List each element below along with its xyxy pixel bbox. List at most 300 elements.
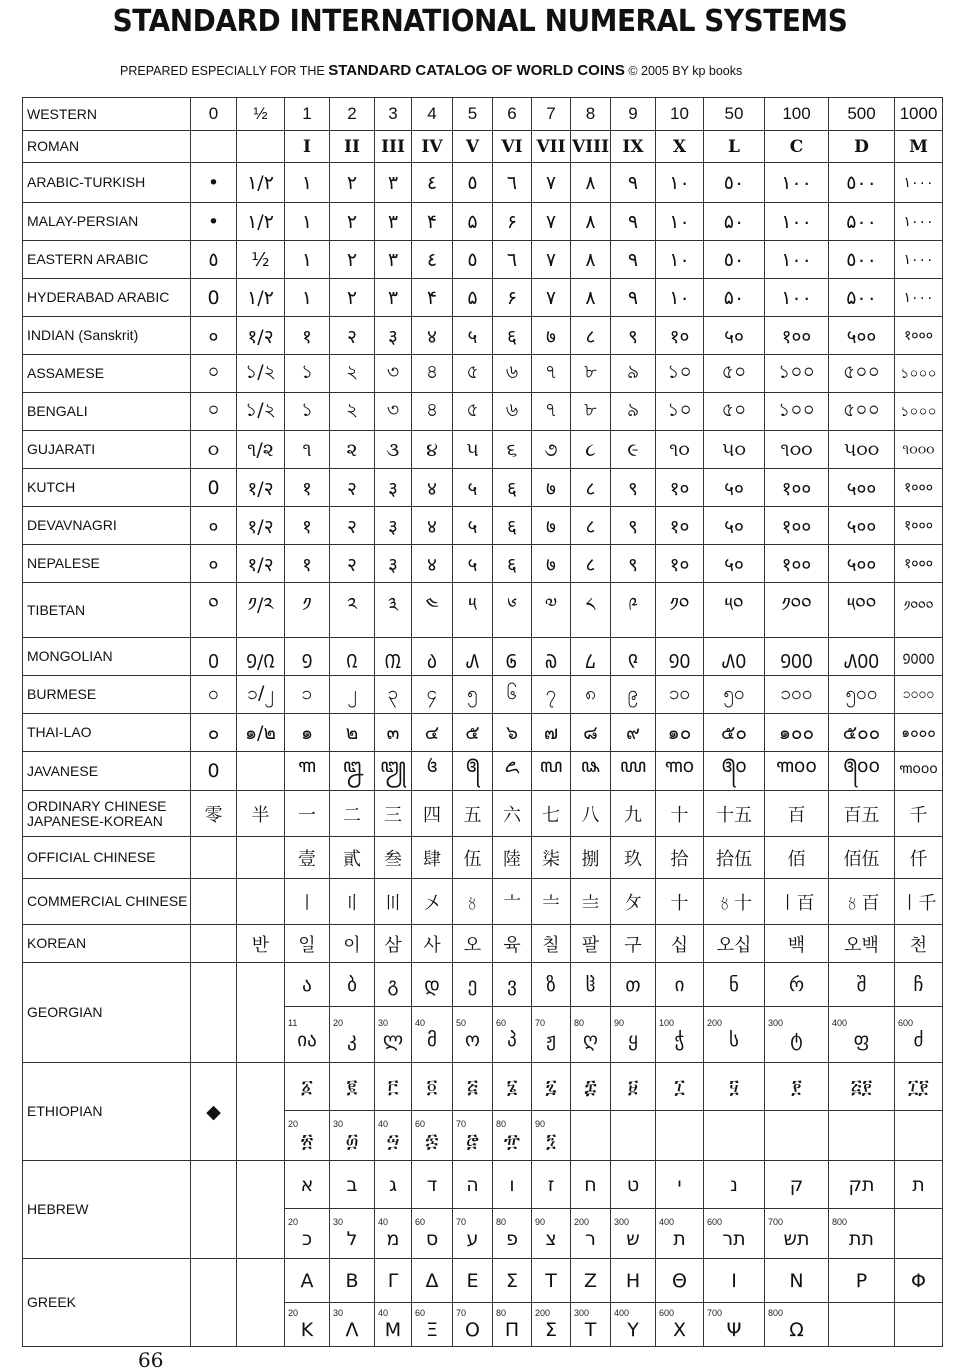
numeral-cell	[375, 1111, 412, 1161]
numeral-glyph: ל	[346, 1228, 358, 1250]
numeral-cell: ნ	[704, 963, 765, 1007]
numeral-cell: 五	[453, 791, 493, 837]
numeral-glyph: ፳	[300, 1130, 314, 1152]
cell-stack	[493, 1308, 531, 1341]
numeral-cell: ५००	[829, 545, 895, 583]
numeral-cell: ٥	[191, 241, 237, 279]
numeral-cell: C	[765, 131, 829, 163]
numeral-cell: ◆	[191, 1063, 237, 1161]
numeral-cell: 四	[412, 791, 453, 837]
numeral-cell: ת	[895, 1161, 943, 1209]
numeral-cell: L	[704, 131, 765, 163]
numeral-cell: ፶	[704, 1063, 765, 1111]
numeral-cell: ח	[571, 1161, 611, 1209]
numeral-cell: ꧑꧐꧐꧐	[895, 752, 943, 791]
numeral-cell: ०	[191, 545, 237, 583]
greek-row-top	[23, 1259, 943, 1303]
numeral-cell: V	[453, 131, 493, 163]
numeral-cell: ४	[412, 317, 453, 355]
numeral-cell: 7	[532, 98, 571, 131]
value-label: 70	[456, 1217, 467, 1227]
numeral-cell: Ζ	[571, 1259, 611, 1303]
numeral-glyph: ס	[425, 1228, 439, 1250]
subtitle-catalog: STANDARD CATALOG OF WORLD COINS	[328, 62, 625, 79]
numeral-cell: ბ	[330, 963, 375, 1007]
numeral-cell: १०	[656, 545, 704, 583]
value-label: 30	[333, 1217, 344, 1227]
numeral-row	[23, 879, 943, 925]
numeral-cell	[532, 1209, 571, 1259]
numeral-cell: ༣	[375, 583, 412, 638]
numeral-cell	[493, 1303, 532, 1347]
numeral-cell: ༥༠༠	[829, 583, 895, 638]
cell-stack	[453, 1217, 492, 1250]
numeral-cell: ๔	[412, 714, 453, 752]
numeral-cell: ६	[493, 507, 532, 545]
numeral-cell	[191, 925, 237, 963]
numeral-glyph: ש	[626, 1228, 640, 1250]
row-label: OFFICIAL CHINESE	[23, 837, 191, 879]
numeral-glyph: ፴	[345, 1130, 359, 1152]
numeral-cell: ३	[375, 469, 412, 507]
numeral-cell: ၅၀	[704, 676, 765, 714]
numeral-cell: ٥	[453, 241, 493, 279]
numeral-cell: ৭	[532, 393, 571, 431]
numeral-cell: ꧑꧐꧐	[765, 752, 829, 791]
numeral-cell: ०	[191, 507, 237, 545]
numeral-row	[23, 791, 943, 837]
numeral-cell: ٢	[330, 203, 375, 241]
value-label: 600	[707, 1217, 723, 1227]
numeral-cell: ٨	[571, 279, 611, 317]
value-label: 700	[707, 1308, 723, 1318]
numeral-row	[23, 676, 943, 714]
numeral-glyph: ר	[585, 1228, 596, 1250]
numeral-cell: 〧	[532, 879, 571, 925]
numeral-cell: ૩	[375, 431, 412, 469]
numeral-cell: 5	[453, 98, 493, 131]
numeral-cell: ८	[571, 545, 611, 583]
numeral-cell	[656, 1007, 704, 1063]
numeral-cell: Ι	[704, 1259, 765, 1303]
numeral-cell: ૫	[453, 431, 493, 469]
numeral-glyph: ს	[729, 1029, 739, 1051]
numeral-cell: ፬	[412, 1063, 453, 1111]
numeral-cell	[191, 963, 237, 1063]
numeral-cell: ٥٠	[704, 241, 765, 279]
numeral-cell: ༡༠	[656, 583, 704, 638]
numeral-cell: ༥	[453, 583, 493, 638]
row-label: WESTERN	[23, 98, 191, 131]
numeral-cell: १	[285, 469, 330, 507]
numeral-cell: ၁၀၀	[765, 676, 829, 714]
numeral-cell: ٩	[611, 279, 656, 317]
numeral-cell: ၉	[611, 676, 656, 714]
numeral-cell: ६	[493, 545, 532, 583]
numeral-cell: ८	[571, 317, 611, 355]
numeral-cell: ١٠٠	[765, 203, 829, 241]
numeral-cell: 6	[493, 98, 532, 131]
numeral-cell: ٥	[453, 163, 493, 203]
numeral-cell: ½	[237, 98, 285, 131]
numeral-cell	[237, 963, 285, 1063]
numeral-cell: ১০০০	[895, 355, 943, 393]
numeral-cell: ৫	[453, 355, 493, 393]
numeral-cell: 一	[285, 791, 330, 837]
numeral-cell: ३	[375, 545, 412, 583]
numeral-cell: ვ	[493, 963, 532, 1007]
value-label: 30	[378, 1018, 389, 1028]
numeral-cell: ၁၀	[656, 676, 704, 714]
numeral-cell: თ	[611, 963, 656, 1007]
numeral-cell: ৮	[571, 393, 611, 431]
numeral-cell: 叁	[375, 837, 412, 879]
numeral-glyph: კ	[347, 1029, 357, 1051]
numeral-cell: ๖	[493, 714, 532, 752]
row-label: MONGOLIAN	[23, 638, 191, 676]
numeral-cell: ५	[453, 507, 493, 545]
numeral-cell: ૭	[532, 431, 571, 469]
cell-stack	[375, 1018, 411, 1051]
numeral-cell: ७	[532, 317, 571, 355]
numeral-cell: ᠑᠐᠐	[765, 638, 829, 676]
numeral-cell: 〦	[493, 879, 532, 925]
numeral-cell: 伍	[453, 837, 493, 879]
numeral-cell: 〢	[330, 879, 375, 925]
numeral-cell: 十五	[704, 791, 765, 837]
numeral-glyph: ע	[466, 1228, 479, 1250]
value-label: 11	[288, 1018, 298, 1028]
numeral-cell: ۵٠	[704, 279, 765, 317]
numeral-cell: ৫০	[704, 393, 765, 431]
numeral-cell: 百	[765, 791, 829, 837]
numeral-cell: १/२	[237, 469, 285, 507]
numeral-cell: ༨	[571, 583, 611, 638]
numeral-cell: ז	[532, 1161, 571, 1209]
cell-stack	[493, 1119, 531, 1152]
numeral-cell: Ρ	[829, 1259, 895, 1303]
numeral-cell: ३	[375, 507, 412, 545]
numeral-cell: ५	[453, 317, 493, 355]
value-label: 70	[535, 1018, 546, 1028]
numeral-cell: 十	[656, 791, 704, 837]
numeral-cell: ٢	[330, 163, 375, 203]
numeral-cell: ᠑᠐᠐᠐	[895, 638, 943, 676]
numeral-cell: ๑/๒	[237, 714, 285, 752]
numeral-cell: 十	[656, 879, 704, 925]
numeral-cell: ૯	[611, 431, 656, 469]
numeral-cell: ૧૦૦૦	[895, 431, 943, 469]
numeral-cell: ١٠٠٠	[895, 163, 943, 203]
cell-stack	[829, 1217, 894, 1250]
numeral-glyph: პ	[507, 1029, 517, 1051]
numeral-cell: ༡༠༠༠	[895, 583, 943, 638]
numeral-cell: ꧑꧐	[656, 752, 704, 791]
numeral-cell: ৯	[611, 355, 656, 393]
value-label: 40	[378, 1119, 389, 1129]
value-label: 700	[768, 1217, 784, 1227]
numeral-cell: ۶	[493, 203, 532, 241]
numeral-cell: ১০	[656, 393, 704, 431]
numeral-cell	[285, 1007, 330, 1063]
numeral-cell: १०००	[895, 317, 943, 355]
numeral-cell: 100	[765, 98, 829, 131]
numeral-cell: III	[375, 131, 412, 163]
numeral-cell: ১/২	[237, 355, 285, 393]
numeral-glyph: ტ	[790, 1029, 803, 1051]
value-label: 80	[496, 1308, 507, 1318]
numeral-cell: ჱ	[571, 963, 611, 1007]
numeral-cell: ૧૦	[656, 431, 704, 469]
numeral-cell	[532, 1303, 571, 1347]
numeral-cell: ๕๐๐	[829, 714, 895, 752]
cell-stack	[412, 1217, 452, 1250]
numeral-cell: ᠗	[532, 638, 571, 676]
numeral-cell: १००	[765, 469, 829, 507]
numeral-cell: ၁၀၀၀	[895, 676, 943, 714]
row-label: ROMAN	[23, 131, 191, 163]
numeral-cell: 삼	[375, 925, 412, 963]
numeral-cell: 〥	[453, 879, 493, 925]
numeral-cell	[571, 1209, 611, 1259]
numeral-cell: ۵	[453, 203, 493, 241]
numeral-cell	[412, 1111, 453, 1161]
numeral-cell: Δ	[412, 1259, 453, 1303]
ethiopian-row-top	[23, 1063, 943, 1111]
row-label: BURMESE	[23, 676, 191, 714]
numeral-cell	[532, 1111, 571, 1161]
cell-stack	[453, 1119, 492, 1152]
numeral-cell: ४	[412, 507, 453, 545]
numeral-cell: 七	[532, 791, 571, 837]
row-label: EASTERN ARABIC	[23, 241, 191, 279]
numeral-row	[23, 837, 943, 879]
numeral-cell: ༩	[611, 583, 656, 638]
numeral-cell: ५००	[829, 317, 895, 355]
value-label: 300	[614, 1217, 630, 1227]
numeral-glyph: ღ	[583, 1029, 598, 1051]
numeral-cell: ၅၀၀	[829, 676, 895, 714]
cell-stack	[453, 1308, 492, 1341]
numeral-cell: ९	[611, 507, 656, 545]
numeral-row	[23, 279, 943, 317]
numeral-cell: ٧	[532, 203, 571, 241]
numeral-cell	[656, 1111, 704, 1161]
row-label: ASSAMESE	[23, 355, 191, 393]
numeral-row	[23, 507, 943, 545]
numeral-cell: ༠	[191, 583, 237, 638]
numeral-glyph: ፹	[503, 1130, 521, 1152]
numeral-cell: ٣	[375, 163, 412, 203]
numeral-cell: ၂	[330, 676, 375, 714]
numeral-cell: ၃	[375, 676, 412, 714]
numeral-cell: ৬	[493, 355, 532, 393]
numeral-cell: 50	[704, 98, 765, 131]
value-label: 30	[333, 1308, 344, 1318]
numeral-cell: ๙	[611, 714, 656, 752]
numeral-row	[23, 545, 943, 583]
numeral-cell	[375, 1209, 412, 1259]
value-label: 200	[574, 1217, 590, 1227]
numeral-cell: 팔	[571, 925, 611, 963]
numeral-glyph: פ	[506, 1228, 518, 1250]
numeral-cell	[895, 1007, 943, 1063]
numeral-glyph: צ	[545, 1228, 557, 1250]
numeral-cell: 일	[285, 925, 330, 963]
numeral-cell	[611, 1303, 656, 1347]
numeral-cell: ꧕꧐	[704, 752, 765, 791]
numeral-cell: ૮	[571, 431, 611, 469]
numeral-cell: VI	[493, 131, 532, 163]
numeral-glyph: תר	[722, 1228, 746, 1250]
numeral-cell	[237, 752, 285, 791]
numeral-cell	[412, 1303, 453, 1347]
value-label: 60	[496, 1018, 507, 1028]
numeral-cell: ၇	[532, 676, 571, 714]
cell-stack	[656, 1018, 703, 1051]
value-label: 90	[535, 1217, 546, 1227]
numeral-cell: ᠑᠐	[656, 638, 704, 676]
numeral-cell: 〣	[375, 879, 412, 925]
cell-stack	[829, 1018, 894, 1051]
numeral-cell: ٨	[571, 241, 611, 279]
value-label: 50	[456, 1018, 467, 1028]
numeral-cell: 0	[191, 469, 237, 507]
numeral-cell	[895, 1209, 943, 1259]
numeral-cell: ৫০০	[829, 393, 895, 431]
numeral-cell	[532, 1007, 571, 1063]
row-label: GUJARATI	[23, 431, 191, 469]
numeral-cell: ۴	[412, 203, 453, 241]
numeral-cell: 10	[656, 98, 704, 131]
numeral-glyph: Ο	[465, 1319, 480, 1341]
numeral-cell: ꧓	[375, 752, 412, 791]
numeral-cell: ૨	[330, 431, 375, 469]
value-label: 70	[456, 1119, 467, 1129]
numeral-cell: 壹	[285, 837, 330, 879]
value-label: 300	[574, 1308, 590, 1318]
numeral-cell: 오백	[829, 925, 895, 963]
numeral-cell	[191, 879, 237, 925]
value-label: 400	[659, 1217, 675, 1227]
numeral-cell: 8	[571, 98, 611, 131]
numeral-cell	[829, 1007, 895, 1063]
numeral-cell: ፯	[532, 1063, 571, 1111]
numeral-cell: י	[656, 1161, 704, 1209]
numeral-row	[23, 583, 943, 638]
numeral-cell: 3	[375, 98, 412, 131]
cell-stack	[375, 1308, 411, 1341]
numeral-cell: ე	[453, 963, 493, 1007]
numeral-cell: ۶	[493, 279, 532, 317]
numeral-cell: ፲፻	[895, 1063, 943, 1111]
numeral-cell: Ε	[453, 1259, 493, 1303]
numeral-cell: 4	[412, 98, 453, 131]
numeral-cell: 0	[191, 279, 237, 317]
numeral-cell	[453, 1007, 493, 1063]
numeral-cell: ७	[532, 545, 571, 583]
numeral-cell	[493, 1111, 532, 1161]
numeral-cell: ७	[532, 507, 571, 545]
numeral-cell	[237, 879, 285, 925]
numeral-cell	[765, 1303, 829, 1347]
numeral-cell: ৯	[611, 393, 656, 431]
numeral-cell	[330, 1007, 375, 1063]
numeral-cell	[191, 131, 237, 163]
numeral-cell: תק	[829, 1161, 895, 1209]
numeral-cell: ٤	[412, 241, 453, 279]
numeral-cell: 拾	[656, 837, 704, 879]
numeral-row	[23, 241, 943, 279]
numeral-cell: ๑๐๐๐	[895, 714, 943, 752]
row-label: ORDINARY CHINESE JAPANESE-KOREAN	[23, 791, 191, 837]
numeral-cell	[330, 1303, 375, 1347]
numeral-cell: ᠑	[285, 638, 330, 676]
numeral-cell: ½	[237, 241, 285, 279]
numeral-cell: ١/٢	[237, 203, 285, 241]
numeral-cell: ٣	[375, 203, 412, 241]
numeral-cell: 이	[330, 925, 375, 963]
numeral-cell: ١٠٠	[765, 163, 829, 203]
numeral-cell: ᠘	[571, 638, 611, 676]
numeral-cell: D	[829, 131, 895, 163]
numeral-cell: ၅	[453, 676, 493, 714]
numeral-cell	[191, 1161, 237, 1259]
numeral-cell: 백	[765, 925, 829, 963]
numeral-cell: ૪	[412, 431, 453, 469]
numeral-glyph: Μ	[384, 1319, 402, 1341]
value-label: 600	[659, 1308, 675, 1318]
numeral-cell: ١٠	[656, 241, 704, 279]
georgian-row-top	[23, 963, 943, 1007]
numeral-cell	[571, 1007, 611, 1063]
numeral-cell	[237, 837, 285, 879]
numeral-cell: २	[330, 317, 375, 355]
numeral-cell: १	[285, 507, 330, 545]
numeral-cell	[656, 1209, 704, 1259]
numeral-cell: ᠔	[412, 638, 453, 676]
numeral-cell: ६	[493, 317, 532, 355]
cell-stack	[571, 1217, 610, 1250]
value-label: 30	[333, 1119, 344, 1129]
numeral-cell: 玖	[611, 837, 656, 879]
numeral-row	[23, 131, 943, 163]
numeral-cell: ١/٢	[237, 279, 285, 317]
numeral-cell: 半	[237, 791, 285, 837]
cell-stack	[493, 1018, 531, 1051]
numeral-cell: ٩	[611, 163, 656, 203]
cell-stack	[704, 1217, 764, 1250]
numeral-cell: ১	[285, 355, 330, 393]
value-label: 40	[415, 1018, 426, 1028]
numeral-glyph: Ψ	[726, 1319, 742, 1341]
numeral-cell: ४	[412, 545, 453, 583]
cell-stack	[532, 1217, 570, 1250]
numeral-cell: 〥十	[704, 879, 765, 925]
numeral-cell: 九	[611, 791, 656, 837]
numeral-cell: १	[285, 545, 330, 583]
numeral-cell: ჩ	[895, 963, 943, 1007]
numeral-cell: ۵٠٠	[829, 279, 895, 317]
numeral-cell: ٥٠٠	[829, 163, 895, 203]
numeral-cell: 〥百	[829, 879, 895, 925]
numeral-cell: १०	[656, 317, 704, 355]
numeral-cell: ג	[375, 1161, 412, 1209]
value-label: 400	[614, 1308, 630, 1318]
numeral-cell: ٨	[571, 163, 611, 203]
numeral-cell: ६	[493, 469, 532, 507]
cell-stack	[285, 1119, 329, 1152]
